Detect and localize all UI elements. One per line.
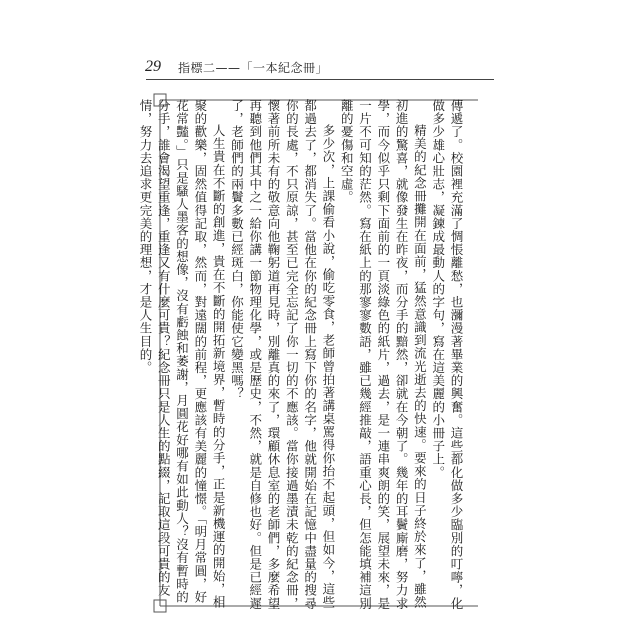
paragraph: 精美的紀念冊攤開在面前，猛然意識到流光逝去的快速。要來的日子終於來了，雖然初進的驚喜，就像發生在昨夜，而分手的黯然，卻就在今朝了。幾年的耳鬢廝磨，努力求學，而今似乎只剩下面前的一頁淡綠色的紙片，過去，是一連串爽朗的笑，展望未來，是一片不可知的茫然。寫在紙上的那寥寥數語，雖已幾經推敲，語重心長，但怎能填補這別離的憂傷和空虛。 (339, 99, 428, 610)
header-rule (146, 79, 494, 80)
paragraph: 傳遞了。校園裡充滿了惆悵離愁，也瀰漫著畢業的興奮。這些都化做多少臨別的叮嚀，化做多少雄心壯志，凝鍊成最動人的字句，寫在這美麗的小冊子上。 (430, 99, 464, 610)
article-body (137, 99, 465, 614)
running-header: 指標二——「一本紀念冊」 (178, 61, 329, 75)
paragraph: 多少次，上課偷看小說，偷吃零食，老師曾拍著講桌罵得你抬不起頭，但如今，這些都過去了，都消失了。當他在你的紀念冊上寫下你的名字，他就開始在記憶中盡量的搜尋你的長處，不只原諒，甚至已完全忘記了你一切的不應該。當你接過墨漬未乾的紀念冊，懷著前所未有的敬意向他鞠躬道再見時，別離真的來了，環顧休息室的老師們，多麼希望再聽到他們其中之一給你講一節物理化學，或是歷史，不然，就是自修也好。但是已經遲了，老師們的兩鬢多數已經斑白，你能使它變黑嗎？ (229, 99, 336, 610)
paragraph: 人生貴在不斷的創進，貴在不斷的開拓新境界，暫時的分手，正是新機運的開始，相聚的歡樂，固然值得記取，然而，對遠闊的前程，更應該有美麗的憧憬。「明月常圓，好花常豔。」只是騷人墨客的想像，沒有虧蝕和萎謝，月圓花好哪有如此動人？沒有暫時的分手，誰會渴望重逢，重逢又有什麼可貴？紀念冊只是人生的點綴，記取這段可貴的友情，努力去追求更完美的理想，才是人生目的。 (137, 99, 227, 609)
page-number: 29 (145, 58, 161, 75)
